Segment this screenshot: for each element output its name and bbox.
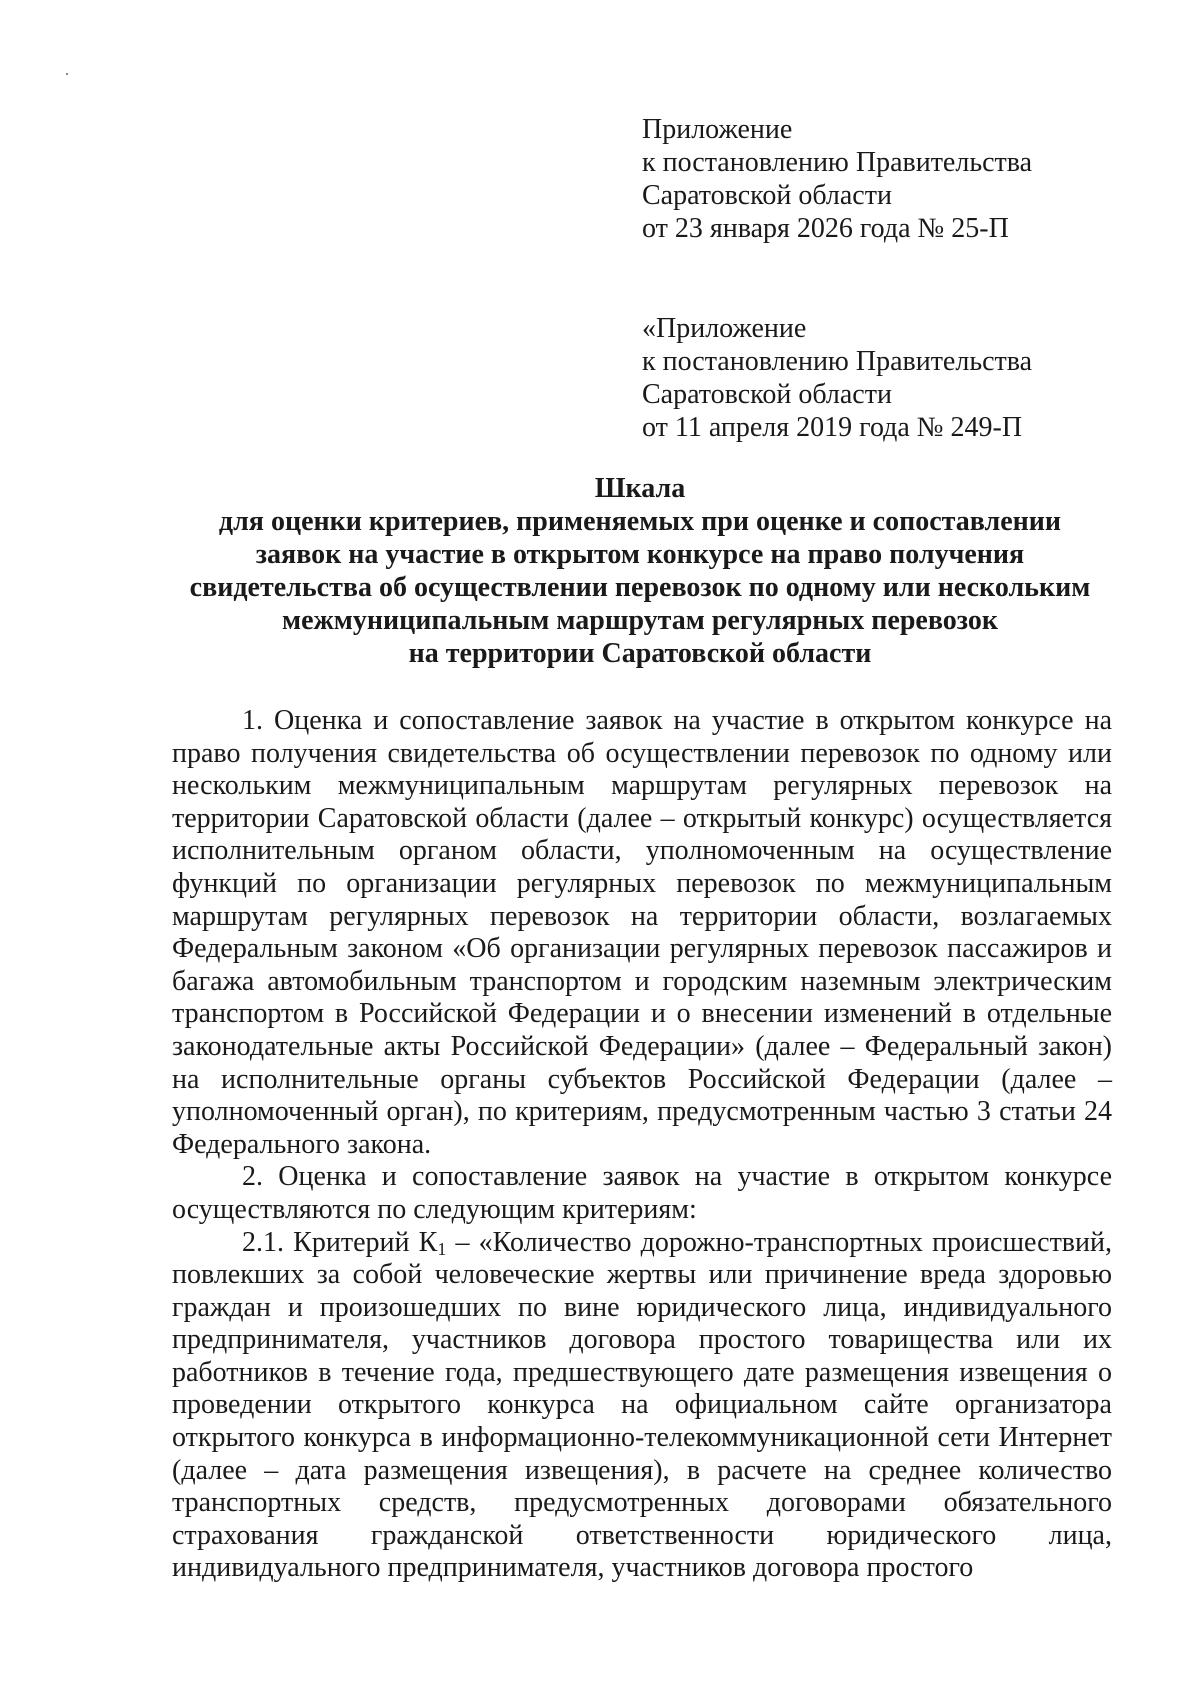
criterion-subscript: 1 [437,1238,447,1259]
title-line: на территории Саратовской области [408,638,872,669]
criterion-prefix: 2.1. Критерий К [242,1226,438,1258]
attachment-line: Приложение [642,114,793,145]
attachment-header-current [642,113,1122,245]
criterion-text: – «Количество дорожно-транспортных происшествий, повлекших за собой человеческие жертвы или причинение вреда здоровью граждан и произошедших по вине юридического лица, индивидуального предпринимателя, участников договора простого товарищества или их работников в течение года, предшествующего дате размещения извещения о проведении открытого конкурса на официальном сайте организатора открытого конкурса в информационно-телекоммуникационной сети Интернет (далее – дата размещения извещения), в расчете на среднее количество транспортных средств, предусмотренных договорами обязательного страхования гражданской ответственности юридического лица, индивидуального предпринимателя, участников договора простого [172,1226,1113,1584]
attachment-line: Саратовской области [642,379,892,410]
title-line: свидетельства об осуществлении перевозок по одному или нескольким [189,572,1091,603]
title-line: заявок на участие в открытом конкурсе на право получения [255,539,1025,570]
paragraph-1: 1. Оценка и сопоставление заявок на участие в открытом конкурсе на право получения свидетельства об осуществлении перевозок по одному или нескольким межмуниципальным маршрутам регулярных перевозок на территории Саратовской области (далее – открытый конкурс) осуществляется исполнительным органом области, уполномоченным на осуществление функций по организации регулярных перевозок по межмуниципальным маршрутам регулярных перевозок на территории области, возлагаемых Федеральным законом «Об организации регулярных перевозок пассажиров и багажа автомобильным транспортом и городским наземным электрическим транспортом в Российской Федерации и о внесении изменений в отдельные законодательные акты Российской Федерации» (далее – Федеральный закон) на исполнительные органы субъектов Российской Федерации (далее – уполномоченный орган), по критериям, предусмотренным частью 3 статьи 24 Федерального закона. [172,705,1112,1160]
attachment-line: от 23 января 2026 года № 25-П [642,213,1009,244]
attachment-line: от 11 апреля 2019 года № 249-П [642,412,1023,443]
paragraph-2: 2. Оценка и сопоставление заявок на участие в открытом конкурсе осуществляются по следующим критериям: [172,1161,1112,1225]
attachment-line: к постановлению Правительства [642,147,1033,178]
paragraph-2-1 [172,1227,1112,1586]
document-body [172,705,1112,1585]
scan-artifact [66,73,68,75]
attachment-line: «Приложение [642,313,807,344]
attachment-header-previous [642,312,1122,444]
attachment-line: к постановлению Правительства [642,346,1033,377]
attachment-line: Саратовской области [642,180,892,211]
title-line: межмуниципальным маршрутам регулярных перевозок [282,605,998,636]
document-title [120,472,1160,670]
title-line: Шкала [594,473,686,504]
title-line: для оценки критериев, применяемых при оценке и сопоставлении [218,506,1062,537]
